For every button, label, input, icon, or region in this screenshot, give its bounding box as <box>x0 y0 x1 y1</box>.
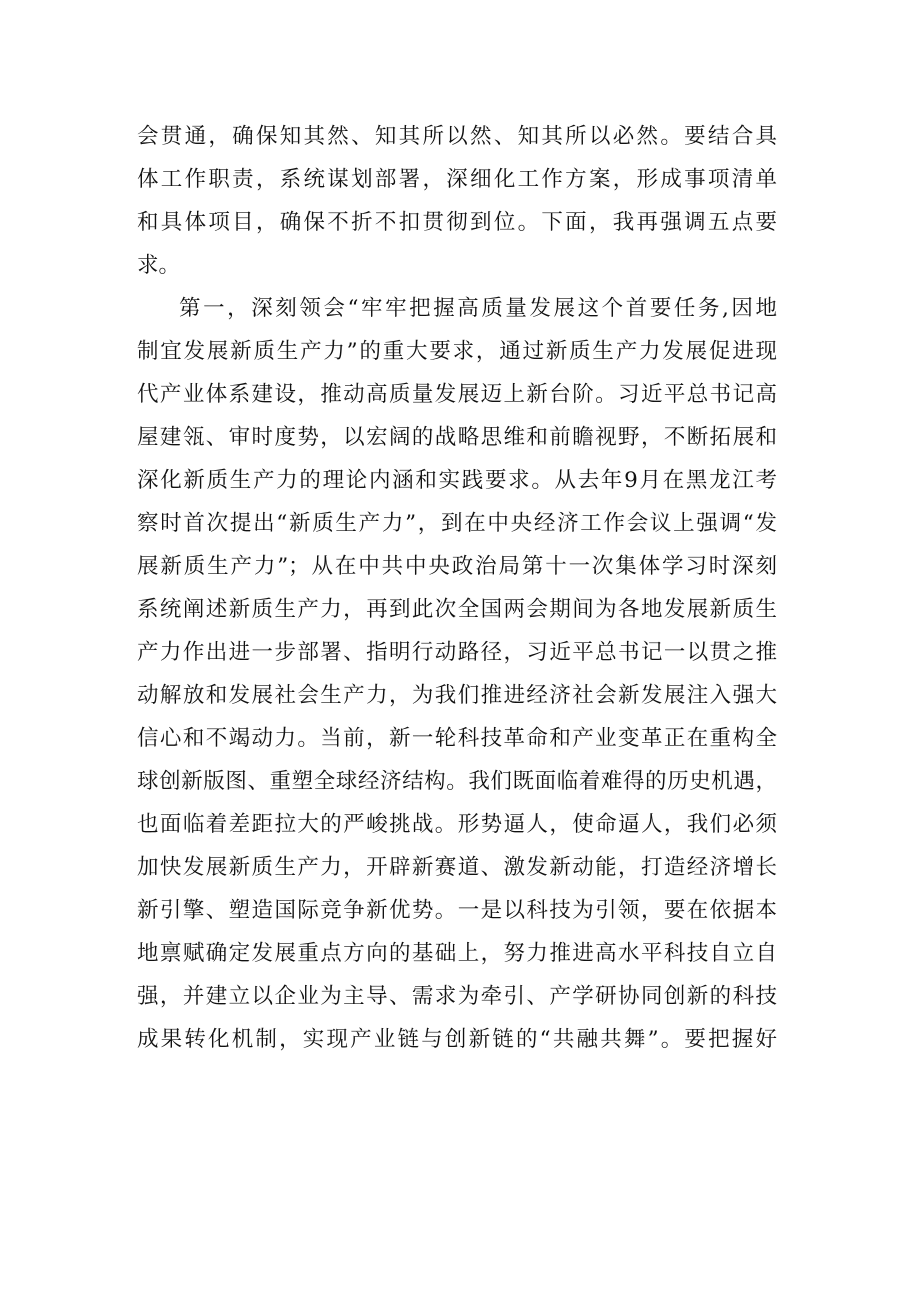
text-line: 体工作职责，系统谋划部署，深细化工作方案，形成事项清单 <box>137 167 777 192</box>
paragraph-2 <box>137 287 777 1061</box>
text-line: 成果转化机制，实现产业链与创新链的“共融共舞”。要把握好 <box>137 1027 777 1052</box>
text-line: 强，并建立以企业为主导、需求为牵引、产学研协同创新的科技 <box>137 984 777 1009</box>
text-line: 信心和不竭动力。当前，新一轮科技革命和产业变革正在重构全 <box>137 726 777 751</box>
text-line: 察时首次提出“新质生产力”，到在中央经济工作会议上强调“发 <box>137 511 777 536</box>
text-line: 展新质生产力”；从在中共中央政治局第十一次集体学习时深刻 <box>137 554 777 579</box>
text-line: 深化新质生产力的理论内涵和实践要求。从去年9月在黑龙江考 <box>137 468 777 493</box>
text-line: 动解放和发展社会生产力，为我们推进经济社会新发展注入强大 <box>137 683 777 708</box>
text-line: 会贯通，确保知其然、知其所以然、知其所以必然。要结合具 <box>137 124 777 149</box>
text-line: 制宜发展新质生产力”的重大要求，通过新质生产力发展促进现 <box>137 339 777 364</box>
text-line: 新引擎、塑造国际竞争新优势。一是以科技为引领，要在依据本 <box>137 898 777 923</box>
text-line: 加快发展新质生产力，开辟新赛道、激发新动能，打造经济增长 <box>137 855 777 880</box>
text-line: 和具体项目，确保不折不扣贯彻到位。下面，我再强调五点要 <box>137 210 777 235</box>
document-page <box>137 115 777 1061</box>
text-line: 屋建瓴、审时度势，以宏阔的战略思维和前瞻视野，不断拓展和 <box>137 425 777 450</box>
text-line: 产力作出进一步部署、指明行动路径，习近平总书记一以贯之推 <box>137 640 777 665</box>
text-line: 地禀赋确定发展重点方向的基础上，努力推进高水平科技自立自 <box>137 941 777 966</box>
text-line: 也面临着差距拉大的严峻挑战。形势逼人，使命逼人，我们必须 <box>137 812 777 837</box>
text-line: 代产业体系建设，推动高质量发展迈上新台阶。习近平总书记高 <box>137 382 777 407</box>
text-line: 球创新版图、重塑全球经济结构。我们既面临着难得的历史机遇， <box>137 769 777 794</box>
paragraph-1 <box>137 115 777 287</box>
text-line: 系统阐述新质生产力，再到此次全国两会期间为各地发展新质生 <box>137 597 777 622</box>
text-line: 第一，深刻领会“牢牢把握高质量发展这个首要任务,因地 <box>179 296 777 321</box>
text-line: 求。 <box>137 253 181 278</box>
